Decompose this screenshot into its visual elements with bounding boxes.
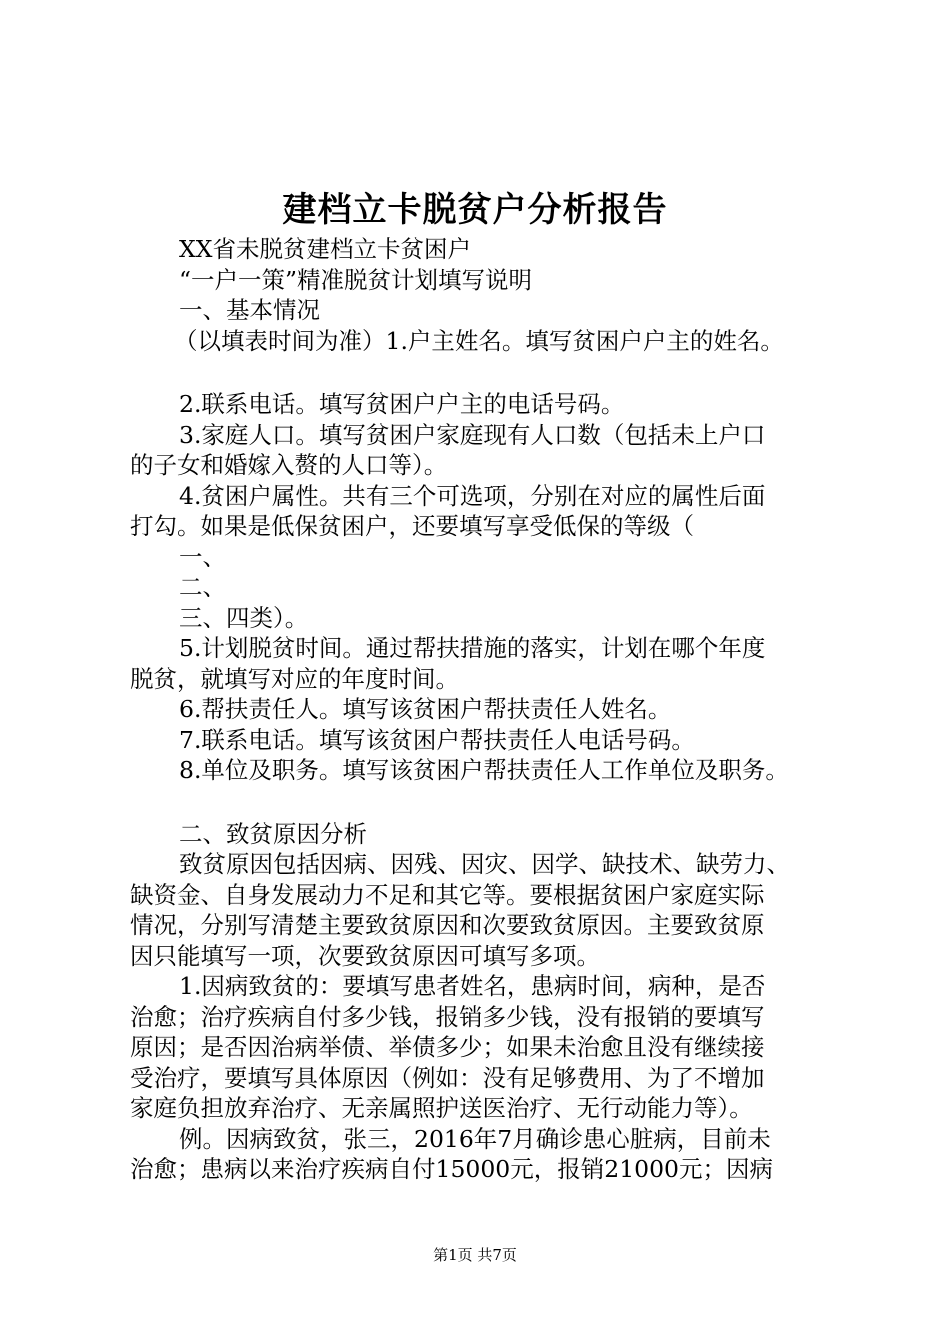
paragraph-line: 三、四类）。: [179, 603, 309, 632]
paragraph-line: 致贫原因包括因病、因残、因灾、因学、缺技术、缺劳力、: [179, 850, 790, 878]
paragraph-line: 4.贫困户属性。共有三个可选项，分别在对应的属性后面: [179, 481, 766, 510]
paragraph-line: 情况，分别写清楚主要致贫原因和次要致贫原因。主要致贫原: [130, 911, 765, 939]
paragraph-line: 脱贫，就填写对应的年度时间。: [130, 664, 459, 693]
section-heading: 二、致贫原因分析: [179, 819, 367, 848]
blank-line: [130, 356, 850, 389]
paragraph-line: XX省未脱贫建档立卡贫困户: [179, 235, 471, 263]
document-body: [130, 234, 850, 1185]
paragraph-line: 例。因病致贫，张三，2016年7月确诊患心脏病，目前未: [179, 1124, 771, 1153]
paragraph-line: 6.帮扶责任人。填写该贫困户帮扶责任人姓名。: [179, 695, 672, 723]
paragraph-line: 3.家庭人口。填写贫困户家庭现有人口数（包括未上户口: [179, 420, 766, 449]
paragraph-line: 缺资金、自身发展动力不足和其它等。要根据贫困户家庭实际: [130, 880, 765, 909]
section-heading: 一、基本情况: [179, 296, 320, 324]
paragraph-line: 家庭负担放弃治疗、无亲属照护送医治疗、无行动能力等）。: [130, 1094, 753, 1122]
paragraph-line: 原因；是否因治病举债、举债多少；如果未治愈且没有继续接: [130, 1033, 765, 1061]
paragraph-line: 治愈；患病以来治疗疾病自付15000元，报销21000元；因病: [130, 1155, 774, 1183]
paragraph-line: “一户一策”精准脱贫计划填写说明: [179, 265, 533, 294]
paragraph-line: 1.因病致贫的：要填写患者姓名，患病时间，病种，是否: [179, 972, 766, 1000]
page-number: 第1页 共7页: [433, 1246, 517, 1264]
paragraph-line: 5.计划脱贫时间。通过帮扶措施的落实，计划在哪个年度: [179, 634, 766, 662]
document-title: 建档立卡脱贫户分析报告: [282, 190, 668, 230]
paragraph-line: 7.联系电话。填写该贫困户帮扶责任人电话号码。: [179, 725, 695, 754]
paragraph-line: 一、: [179, 542, 226, 571]
paragraph-line: 2.联系电话。填写贫困户户主的电话号码。: [179, 390, 625, 418]
paragraph-line: 的子女和婚嫁入赘的人口等）。: [130, 451, 448, 479]
paragraph-line: 打勾。如果是低保贫困户，还要填写享受低保的等级（: [130, 512, 694, 540]
blank-line: [130, 786, 850, 819]
paragraph-line: 8.单位及职务。填写该贫困户帮扶责任人工作单位及职务。: [179, 756, 789, 784]
paragraph-line: 受治疗，要填写具体原因（例如：没有足够费用、为了不增加: [130, 1063, 765, 1092]
paragraph-line: （以填表时间为准）1.户主姓名。填写贫困户户主的姓名。: [174, 326, 784, 355]
paragraph-line: 因只能填写一项，次要致贫原因可填写多项。: [130, 941, 600, 970]
paragraph-line: 治愈；治疗疾病自付多少钱，报销多少钱，没有报销的要填写: [130, 1002, 765, 1031]
paragraph-line: 二、: [179, 573, 226, 601]
